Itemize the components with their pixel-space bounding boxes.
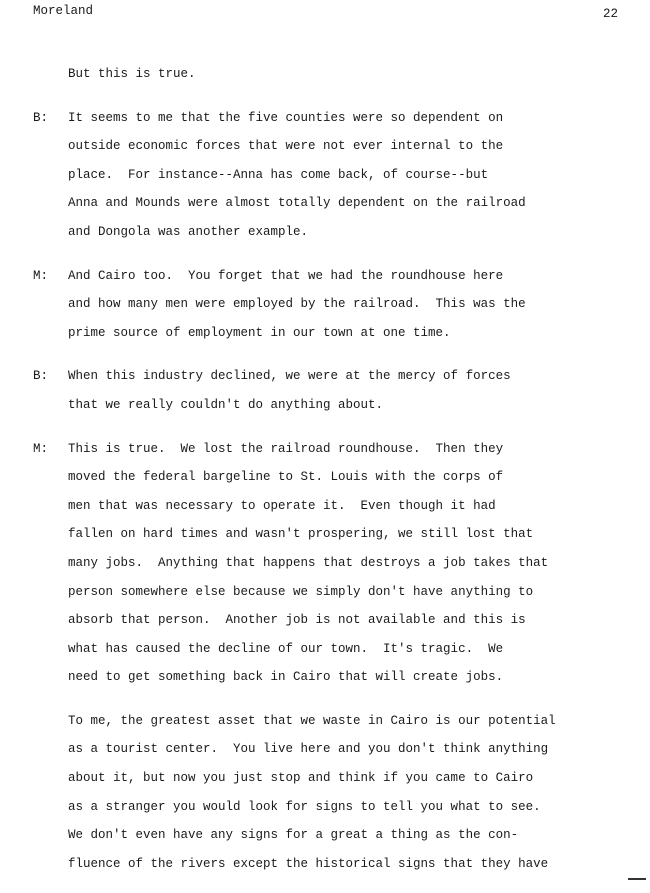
paragraph	[68, 362, 628, 419]
paragraph	[68, 435, 628, 692]
text-line: as a stranger you would look for signs to tell you what to see.	[68, 799, 541, 814]
text-line: We don't even have any signs for a great a thing as the con-	[68, 828, 519, 843]
text-line: fallen on hard times and wasn't prospering, we still lost that	[68, 527, 534, 542]
text-line: as a tourist center. You live here and you don't think anything	[68, 742, 549, 757]
text-line: and how many men were employed by the railroad. This was the	[68, 297, 526, 312]
scan-mark	[628, 878, 646, 880]
transcript-block	[0, 60, 650, 89]
text-line: But this is true.	[68, 67, 196, 81]
text-line: person somewhere else because we simply don't have anything to	[68, 584, 534, 599]
narrator-name: Moreland	[33, 4, 94, 18]
text-line: outside economic forces that were not ever internal to the	[68, 139, 504, 154]
transcript-block	[0, 435, 650, 692]
text-line: fluence of the rivers except the historical signs that they have	[68, 856, 549, 871]
paragraph	[68, 104, 628, 247]
speaker-label: M:	[33, 441, 49, 456]
transcript-body	[0, 60, 650, 893]
text-line: that we really couldn't do anything about.	[68, 397, 384, 412]
text-line: It seems to me that the five counties were so dependent on	[68, 110, 504, 125]
text-line: place. For instance--Anna has come back, of course--but	[68, 167, 489, 182]
text-line: Anna and Mounds were almost totally dependent on the railroad	[68, 196, 526, 211]
text-line: absorb that person. Another job is not available and this is	[68, 613, 526, 628]
speaker-label: B:	[33, 369, 49, 384]
transcript-block	[0, 362, 650, 419]
text-line: and Dongola was another example.	[68, 224, 309, 239]
transcript-block	[0, 262, 650, 348]
text-line: about it, but now you just stop and think if you came to Cairo	[68, 771, 534, 786]
text-line: When this industry declined, we were at the mercy of forces	[68, 369, 511, 384]
page-number: 22	[602, 7, 618, 21]
text-line: moved the federal bargeline to St. Louis with the corps of	[68, 470, 504, 485]
page-header	[33, 4, 618, 22]
text-line: And Cairo too. You forget that we had the roundhouse here	[68, 268, 504, 283]
text-line: many jobs. Anything that happens that destroys a job takes that	[68, 555, 549, 570]
speaker-label: B:	[33, 110, 49, 125]
text-line: need to get something back in Cairo that will create jobs.	[68, 670, 504, 685]
text-line: To me, the greatest asset that we waste in Cairo is our potential	[68, 713, 556, 728]
text-line: men that was necessary to operate it. Even though it had	[68, 498, 496, 513]
speaker-label: M:	[33, 268, 49, 283]
text-line: what has caused the decline of our town. It's tragic. We	[68, 641, 504, 656]
paragraph	[68, 707, 628, 879]
text-line: This is true. We lost the railroad roundhouse. Then they	[68, 441, 504, 456]
paragraph	[68, 262, 628, 348]
transcript-block	[0, 707, 650, 879]
transcript-block	[0, 104, 650, 247]
paragraph	[68, 60, 628, 89]
text-line: prime source of employment in our town at one time.	[68, 325, 451, 340]
